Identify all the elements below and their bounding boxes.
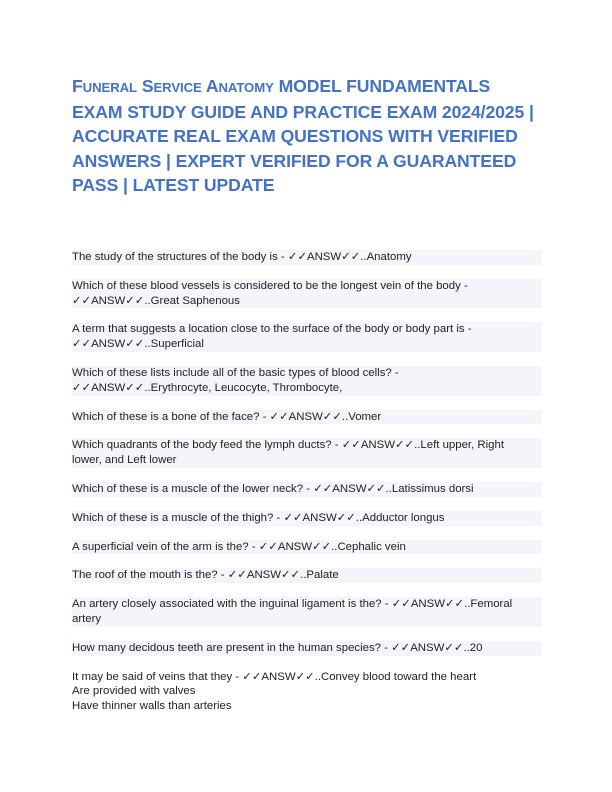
qa-item — [72, 366, 542, 396]
qa-item — [72, 597, 542, 627]
qa-item — [72, 568, 542, 583]
qa-item — [72, 438, 542, 468]
qa-item — [72, 670, 542, 714]
title-cap-f: F — [72, 76, 83, 96]
qa-line: ✓✓ANSW✓✓..Superficial — [72, 338, 204, 351]
qa-line: lower, and Left lower — [72, 454, 177, 467]
title-smallcaps-uneral: UNERAL — [82, 80, 138, 95]
qa-item — [72, 482, 542, 497]
qa-line: It may be said of veins that they - ✓✓ANSW✓✓..Convey blood toward the heart — [72, 670, 477, 683]
qa-line: An artery closely associated with the inguinal ligament is the? - ✓✓ANSW✓✓..Femoral — [72, 598, 513, 611]
qa-line: Are provided with valves — [72, 685, 196, 698]
qa-line: Which of these lists include all of the basic types of blood cells? - — [72, 366, 399, 379]
qa-line: A superficial vein of the arm is the? - ✓✓ANSW✓✓..Cephalic vein — [72, 540, 406, 553]
qa-line: ✓✓ANSW✓✓..Great Saphenous — [72, 294, 240, 307]
title-cap-a: A — [205, 76, 219, 96]
question-answer-list — [72, 250, 542, 728]
qa-item — [72, 250, 542, 265]
title-smallcaps-ervice: ERVICE — [153, 80, 202, 95]
qa-line: Which of these is a muscle of the lower neck? - ✓✓ANSW✓✓..Latissimus dorsi — [72, 482, 474, 495]
qa-item — [72, 410, 542, 425]
qa-item — [72, 641, 542, 656]
qa-item — [72, 322, 542, 352]
qa-line: How many decidous teeth are present in the human species? - ✓✓ANSW✓✓..20 — [72, 641, 483, 654]
qa-line: artery — [72, 612, 102, 625]
qa-line: A term that suggests a location close to the surface of the body or body part is - — [72, 323, 472, 336]
qa-line: ✓✓ANSW✓✓..Erythrocyte, Leucocyte, Thrombocyte, — [72, 381, 343, 394]
title-cap-s: S — [141, 76, 154, 96]
qa-item — [72, 279, 542, 309]
qa-item — [72, 540, 542, 555]
qa-line: The study of the structures of the body is - ✓✓ANSW✓✓..Anatomy — [72, 251, 412, 263]
title-smallcaps-natomy: NATOMY — [218, 80, 274, 95]
title-rest: MODEL FUNDAMENTALS EXAM STUDY GUIDE AND PRACTICE EXAM 2024/2025 | ACCURATE REAL EXAM QUESTIONS WITH VERIFIED ANSWERS | EXPERT VERIFIED FOR A GUARANTEED PASS | LATEST UPDATE — [72, 76, 534, 195]
qa-line: Have thinner walls than arteries — [72, 700, 232, 713]
qa-line: Which of these blood vessels is considered to be the longest vein of the body - — [72, 279, 468, 292]
qa-line: Which of these is a muscle of the thigh? - ✓✓ANSW✓✓..Adductor longus — [72, 511, 445, 524]
qa-item — [72, 511, 542, 526]
document-title — [72, 74, 542, 197]
qa-line: Which quadrants of the body feed the lymph ducts? - ✓✓ANSW✓✓..Left upper, Right — [72, 439, 504, 452]
qa-line: The roof of the mouth is the? - ✓✓ANSW✓✓..Palate — [72, 569, 339, 582]
qa-line: Which of these is a bone of the face? - ✓✓ANSW✓✓..Vomer — [72, 410, 382, 423]
